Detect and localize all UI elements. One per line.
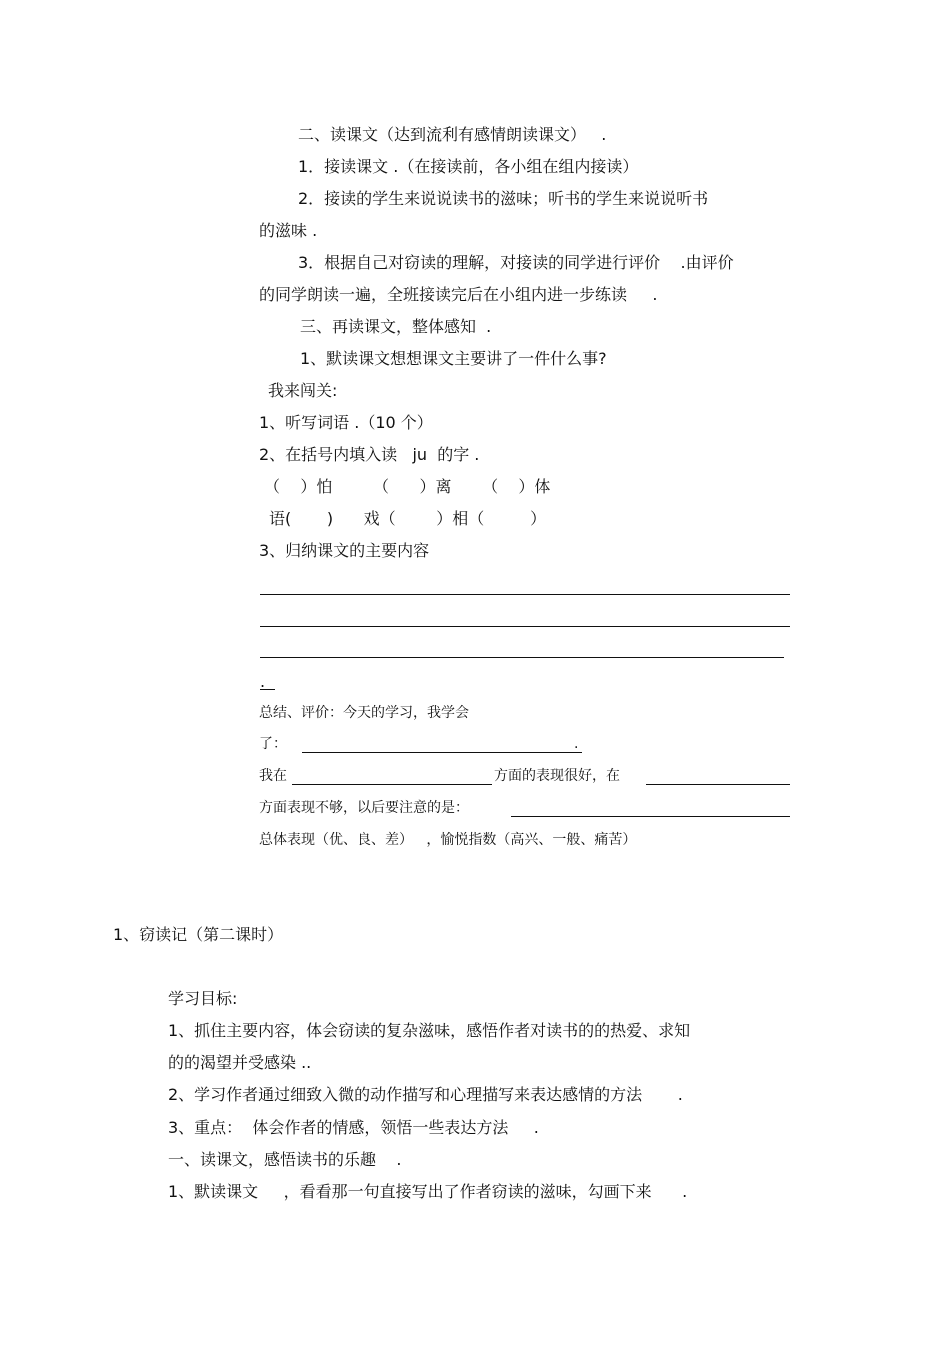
section-two-item-1: 1．接读课文 .（在接读前，各小组在组内接读） <box>298 157 639 176</box>
challenge-q2: 2、在括号内填入读 ju 的字 . <box>259 445 480 464</box>
section-two-item-3: 3．根据自己对窃读的理解，对接读的同学进行评价 .由评价 <box>298 253 734 272</box>
section-two-heading: 二、读课文（达到流利有感情朗读课文） . <box>298 125 607 144</box>
part-1-heading: 一、读课文，感悟读书的乐趣 . <box>168 1150 402 1169</box>
answer-line-3 <box>260 657 784 658</box>
learning-goals-label: 学习目标: <box>168 989 238 1008</box>
part-1-item-1: 1、默读课文 ，看看那一句直接写出了作者窃读的滋味，勾画下来 . <box>168 1182 688 1201</box>
section-two-item-2-cont: 的滋味 . <box>259 221 318 240</box>
challenge-title: 我来闯关: <box>268 381 338 400</box>
summary-learned-label: 了： <box>259 736 287 752</box>
section-three-item-1: 1、默读课文想想课文主要讲了一件什么事? <box>300 349 607 368</box>
summary-good-text: 方面的表现很好，在 <box>494 768 620 784</box>
blanks-row-1: （ ）怕 （ ）离 （ ）体 <box>264 477 551 496</box>
answer-line-1 <box>260 594 790 595</box>
answer-line-4 <box>260 689 275 690</box>
goal-2: 2、学习作者通过细致入微的动作描写和心理描写来表达感情的方法 . <box>168 1085 683 1104</box>
summary-learned-blank <box>302 752 582 753</box>
summary-weak-text: 方面表现不够，以后要注意的是： <box>259 800 469 816</box>
section-two-item-3-cont: 的同学朗读一遍，全班接读完后在小组内进一步练读 . <box>259 285 658 304</box>
section-three-heading: 三、再读课文，整体感知 . <box>300 317 492 336</box>
summary-good-blank <box>292 784 492 785</box>
summary-weak-blank <box>646 784 790 785</box>
blanks-row-2: 语( ) 戏（ ）相（ ） <box>269 509 547 528</box>
summary-overall: 总体表现（优、良、差） ，愉悦指数（高兴、一般、痛苦） <box>259 832 637 848</box>
summary-attention-blank <box>511 816 790 817</box>
answer-line-2 <box>260 626 790 627</box>
summary-line-1: 总结、评价：今天的学习，我学会 <box>259 705 469 721</box>
answer-end-period: . <box>260 672 266 691</box>
goal-1-cont: 的的渴望并受感染 .. <box>168 1053 312 1072</box>
goal-3: 3、重点： 体会作者的情感，领悟一些表达方法 . <box>168 1118 539 1137</box>
goal-1: 1、抓住主要内容，体会窃读的复杂滋味，感悟作者对读书的的热爱、求知 <box>168 1021 691 1040</box>
section-two-item-2: 2．接读的学生来说说读书的滋味；听书的学生来说说听书 <box>298 189 709 208</box>
lesson-title: 1、窃读记（第二课时） <box>113 925 284 944</box>
summary-good-label: 我在 <box>259 768 287 784</box>
challenge-q3: 3、归纳课文的主要内容 <box>259 541 430 560</box>
summary-learned-end: . <box>574 736 579 752</box>
challenge-q1: 1、听写词语 .（10 个） <box>259 413 433 432</box>
